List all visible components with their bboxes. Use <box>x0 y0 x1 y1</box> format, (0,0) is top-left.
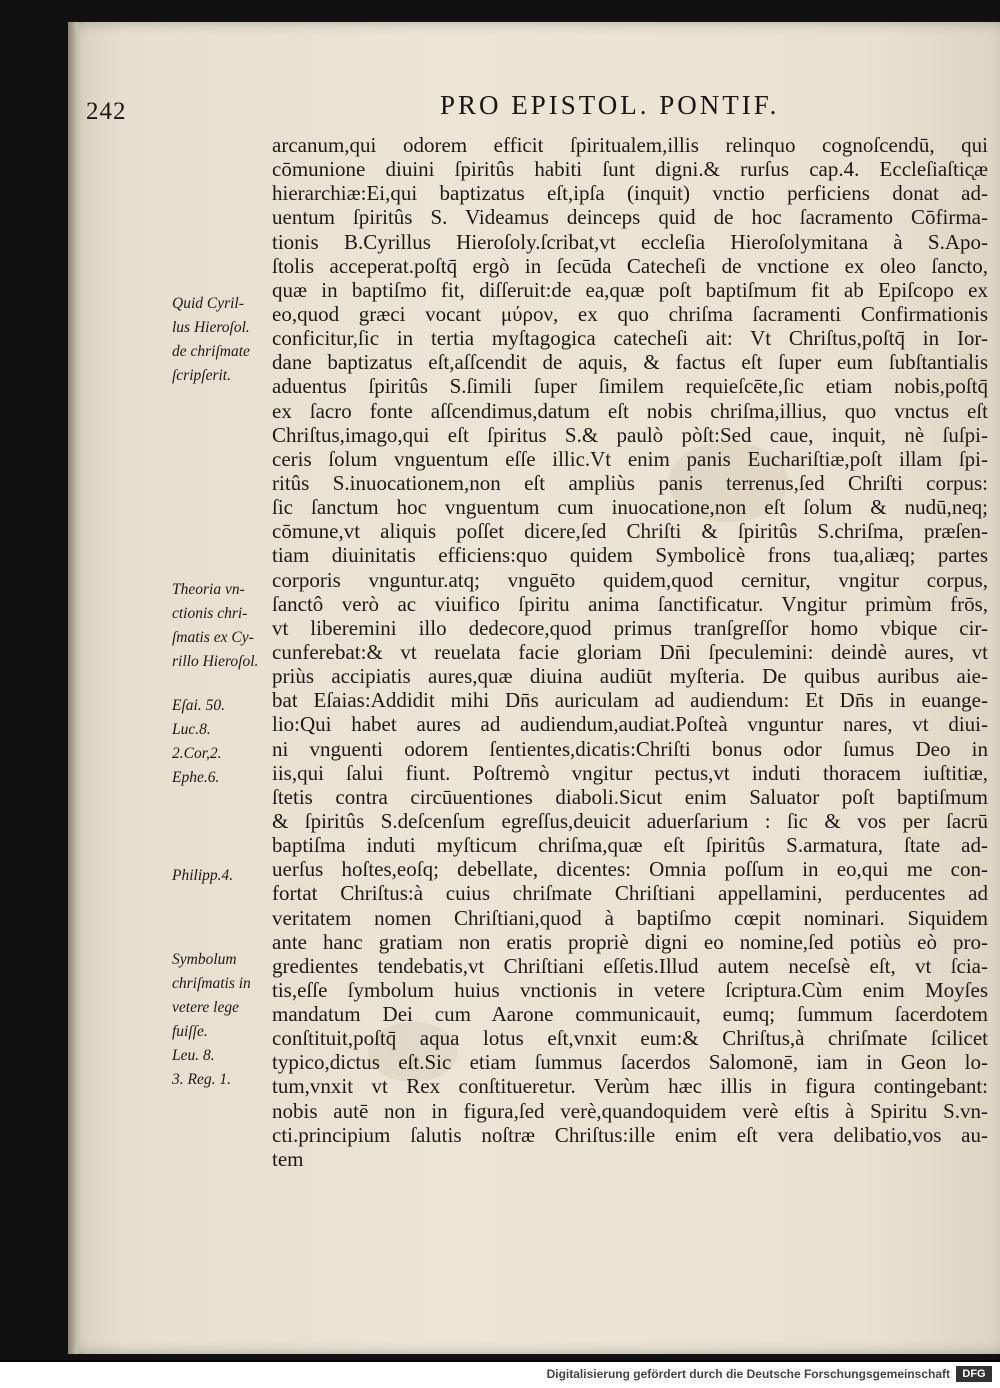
text-line: ſic ſanctum hoc vnguentum cum inuocatione,non eſt ſolum & nudū,neq; <box>272 495 988 520</box>
text-line: Chriſtus,imago,qui eſt ſpiritus S.& paulò pòſt:Sed caue, inquit, nè ſuſpi- <box>272 422 988 447</box>
text-line: cunferebat:& vt reuelata facie gloriam Dn̄i ſpeculemini: deindè aures, vt <box>272 639 988 664</box>
text-line: vt liberemini illo dedecore,quod primus tranſgreſſor homo vbique cir- <box>272 615 988 640</box>
text-line: dane baptizatus eſt,aſſcendit de aquis, & factus eſt ſuper eum ſubſtantialis <box>272 350 988 375</box>
text-line: nobis autē non in figura,ſed verè,quandoquidem verè eſtis à Spiritu S.vn- <box>272 1098 988 1123</box>
text-line: cti.principium ſalutis noſtræ Chriſtus:ille enim eſt vera delibatio,vos au- <box>272 1122 988 1147</box>
text-line: ſtolis acceperat.poſtq̄ ergò in ſecūda Catecheſi de vnctione ex oleo ſancto, <box>272 253 988 278</box>
margin-note-line: vetere lege <box>172 999 239 1016</box>
margin-note-line: fuiſſe. <box>172 1023 208 1040</box>
margin-note-line: Quid Cyril- <box>172 295 244 312</box>
text-line: bat Eſaias:Addidit mihi Dn̄s auriculam ad audiendum: Et Dn̄s in euange- <box>272 688 988 713</box>
margin-note-line: 2.Cor,2. <box>172 745 222 762</box>
text-line: mandatum Dei cum Aarone communicauit, eumq; ſummum ſacerdotem <box>272 1002 988 1027</box>
catchword <box>272 1171 988 1195</box>
text-line: fortat Chriſtus:à cuius chriſmate Chriſtiani appellamini, perducentes ad <box>272 881 988 906</box>
margin-note-theoria <box>172 578 270 674</box>
text-line: corporis vnguntur.atq; vnguēto quidem,quod cernitur, vngitur corpus, <box>272 567 988 592</box>
page-gutter <box>68 22 78 1354</box>
text-line: eo,quod græci vocant μύρον, ex quo chriſma ſacramenti Confirmationis <box>272 301 988 326</box>
margin-note-symbolum <box>172 948 270 1092</box>
margin-note-line: ctionis chri- <box>172 605 248 622</box>
margin-note-line: Philipp.4. <box>172 867 234 884</box>
margin-note-line: lus Hieroſol. <box>172 319 250 336</box>
text-line: quæ in baptiſmo fit, diſſeruit:de ea,quæ poſt baptiſmum fit ab Epiſcopo ex <box>272 277 988 302</box>
text-line: cōmunione diuini ſpiritûs habiti ſunt digni.& rurſus cap.4. Eccleſiaſtic̨æ <box>272 157 988 182</box>
margin-note-references <box>172 694 270 790</box>
funding-credit: Digitalisierung gefördert durch die Deutsche Forschungsgemeinschaft <box>546 1367 950 1381</box>
margin-note-philipp <box>172 864 270 888</box>
margin-note-line: 3. Reg. 1. <box>172 1071 231 1088</box>
text-line: & ſpiritûs S.deſcenſum egreſſus,deuicit aduerſarium : ſic & vos per ſacrū <box>272 808 988 833</box>
text-line: tiam diuinitatis efficiens:quo quidem Symbolicè frons tua,aliæq; partes <box>272 543 988 568</box>
margin-note-line: Leu. 8. <box>172 1047 215 1064</box>
margin-note-line: Symbolum <box>172 951 237 968</box>
text-line: ſanctô verò ac viuifico ſpiritu anima ſanctificatur. Vngitur primùm frōs, <box>272 591 988 616</box>
dfg-logo: DFG <box>956 1366 992 1382</box>
text-line: arcanum,qui odorem efficit ſpiritualem,illis relinquo cognoſcendū, qui <box>272 133 988 157</box>
margin-note-line: Eſai. 50. <box>172 697 225 714</box>
margin-note-line: de chriſmate <box>172 343 250 360</box>
text-line: baptiſma induti myſticum chriſma,quæ eſt ſpiritûs S.armatura, ſtate ad- <box>272 833 988 858</box>
margin-note-cyril <box>172 292 270 388</box>
text-line: lio:Qui habet aures ad audiendum,audiat.Poſteà vnguntur nares, vt diui- <box>272 712 988 737</box>
text-line: ſtetis contra circūuentiones diaboli.Sicut enim Saluator poſt baptiſmum <box>272 784 988 809</box>
margin-note-line: Theoria vn- <box>172 581 245 598</box>
text-line: ritûs S.inuocationem,non eſt ampliùs panis terrenus,ſed Chriſti corpus: <box>272 470 988 495</box>
margin-note-line: chriſmatis in <box>172 975 251 992</box>
margin-note-line: Ephe.6. <box>172 769 220 786</box>
text-line: ni vnguenti odorem ſentientes,dicatis:Chriſti bonus odor ſumus Deo in <box>272 736 988 761</box>
page-number: 242 <box>86 98 127 125</box>
text-line: uentum ſpiritûs S. Videamus deinceps quid de hoc ſacramento Cōfirma- <box>272 205 988 230</box>
text-line: veritatem nomen Chriſtiani,quod à baptiſmo cœpit nominari. Siquidem <box>272 905 988 930</box>
text-line: ante hanc gratiam non eratis propriè digni eo nomine,ſed potiùs eò pro- <box>272 929 988 954</box>
margin-note-line: rillo Hieroſol. <box>172 653 259 670</box>
text-line: typico,dictus eſt.Sic etiam ſummus ſacerdos Salomonē, iam in Geon lo- <box>272 1050 988 1075</box>
text-line: conſtituit,poſtq̄ aqua lotus eſt,vnxit eum:& Chriſtus,à chriſmate ſcilicet <box>272 1026 988 1051</box>
text-line: tum,vnxit vt Rex conſtitueretur. Verùm hæc illis in figura contingebant: <box>272 1074 988 1099</box>
text-line: priùs accipiatis aures,quæ diuina audiūt myſteria. De quibus auribus aie- <box>272 664 988 689</box>
running-title: PRO EPISTOL. PONTIF. <box>440 90 780 120</box>
text-line: tionis B.Cyrillus Hieroſoly.ſcribat,vt eccleſia Hieroſolymitana à S.Apo- <box>272 229 988 254</box>
text-line: conficitur,ſic in tertia myſtagogica catecheſi ait: Vt Chriſtus,poſtq̄ in Ior- <box>272 326 988 351</box>
text-line: iis,qui ſalui fiunt. Poſtremò vngitur pectus,vt induti thoracem iuſtitiæ, <box>272 760 988 785</box>
text-line: aduentus ſpiritûs S.ſimili ſuper ſimilem requieſcēte,ſic etiam nobis,poſtq̄ <box>272 374 988 399</box>
text-line: gredientes tendebatis,vt Chriſtiani eſſetis.Illud autem neceſsè eſt, vt ſcia- <box>272 953 988 978</box>
margin-note-line: ſcripſerit. <box>172 367 231 384</box>
text-line: uerſus hoſtes,eoſq; debellate, dicentes: Omnia poſſum in eo,qui me con- <box>272 857 988 882</box>
footer-bar <box>0 1362 1000 1388</box>
text-line: cōmune,vt aliquis poſſet dicere,ſed Chriſti & ſpiritûs S.chriſma, præſen- <box>272 519 988 544</box>
text-line: tis,eſſe ſymbolum huius vnctionis in vetere ſcriptura.Cùm enim Moyſes <box>272 977 988 1002</box>
body-text <box>272 133 988 1195</box>
text-line: ex ſacro fonte aſſcendimus,datum eſt nobis chriſma,illius, quo vnctus eſt <box>272 398 988 423</box>
text-line: hierarchiæ:Ei,qui baptizatus eſt,ipſa (inquit) vnctio perficiens donat ad- <box>272 181 988 206</box>
text-line: ceris ſolum vnguentum eſſe illic.Vt enim panis Euchariſtiæ,poſt illam ſpi- <box>272 446 988 471</box>
margin-note-line: ſmatis ex Cy- <box>172 629 254 646</box>
text-line: tem <box>272 1146 304 1171</box>
margin-note-line: Luc.8. <box>172 721 211 738</box>
